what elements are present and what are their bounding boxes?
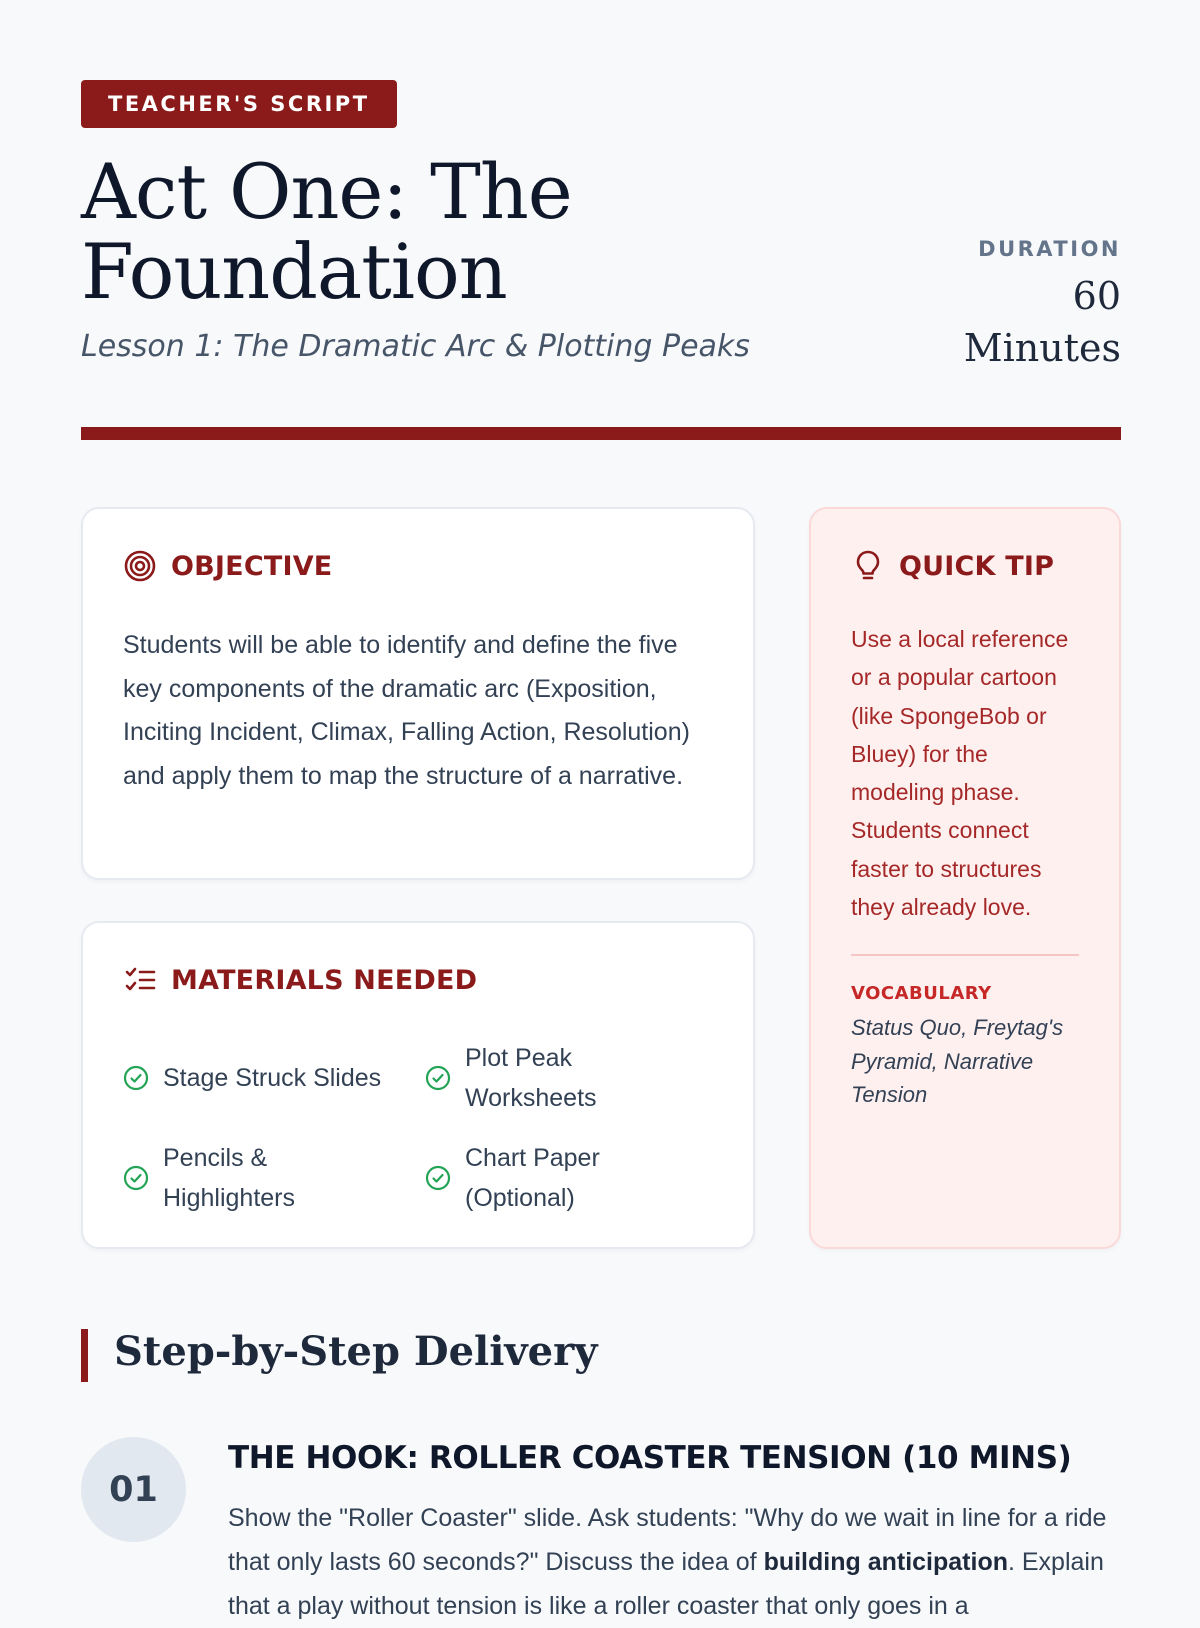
material-label: Pencils & Highlighters — [163, 1144, 296, 1212]
material-item — [425, 1138, 723, 1218]
materials-list — [123, 1038, 723, 1218]
check-circle-icon — [123, 1165, 149, 1191]
objective-heading: OBJECTIVE — [171, 550, 333, 582]
material-item — [123, 1138, 425, 1218]
material-item — [123, 1038, 425, 1118]
check-circle-icon — [123, 1065, 149, 1091]
duration-value: 60 Minutes — [963, 274, 1121, 370]
material-label: Chart Paper (Optional) — [465, 1144, 600, 1212]
materials-card — [81, 921, 755, 1249]
section-title: Step-by-Step Delivery — [114, 1328, 598, 1375]
header-divider — [81, 427, 1121, 440]
objective-header — [123, 549, 332, 583]
objective-text: Students will be able to identify and define the five key components of the dramatic arc (Exposition, Inciting Incident, Climax, Falling Action, Resolution) and apply them to map the structure of a narrative. — [123, 631, 690, 790]
vocabulary-text: Status Quo, Freytag's Pyramid, Narrative Tension — [851, 1015, 1064, 1107]
lightbulb-icon — [851, 549, 885, 583]
material-item — [425, 1038, 723, 1118]
quick-tip-heading: QUICK TIP — [899, 550, 1055, 582]
step-body-emphasis: building anticipation — [763, 1548, 1008, 1576]
vocabulary-label: VOCABULARY — [851, 983, 992, 1004]
section-accent-bar — [81, 1329, 88, 1382]
material-label: Plot Peak Worksheets — [465, 1044, 597, 1112]
quick-tip-text: Use a local reference or a popular cartoon (like SpongeBob or Bluey) for the modeling phase. Students connect faster to structures they already love. — [851, 626, 1069, 921]
step-body-text: Show the "Roller Coaster" slide. Ask students: "Why do we wait in line for a ride that only lasts 60 seconds?" Discuss the idea of — [228, 1504, 1107, 1576]
page-title: Act One: The Foundation — [81, 147, 572, 316]
material-label: Stage Struck Slides — [163, 1064, 382, 1092]
materials-header — [123, 963, 477, 997]
lesson-subtitle: Lesson 1: The Dramatic Arc & Plotting Peaks — [81, 329, 750, 364]
step-body — [228, 1496, 1121, 1628]
check-circle-icon — [425, 1065, 451, 1091]
check-circle-icon — [425, 1165, 451, 1191]
checklist-icon — [123, 963, 157, 997]
target-icon — [123, 549, 157, 583]
step-number-badge: 01 — [81, 1437, 186, 1542]
step-body-text-end: . Explain that a play without tension is like a roller coaster that only goes in a — [228, 1548, 1104, 1620]
teachers-script-badge: TEACHER'S SCRIPT — [81, 80, 397, 128]
quick-tip-card — [809, 507, 1121, 1249]
materials-heading: MATERIALS NEEDED — [171, 964, 478, 996]
duration-label: DURATION — [978, 237, 1121, 261]
tip-divider — [851, 954, 1079, 956]
objective-card — [81, 507, 755, 880]
quick-tip-header — [851, 549, 1054, 583]
step-title: THE HOOK: ROLLER COASTER TENSION (10 MINS) — [228, 1440, 1072, 1476]
